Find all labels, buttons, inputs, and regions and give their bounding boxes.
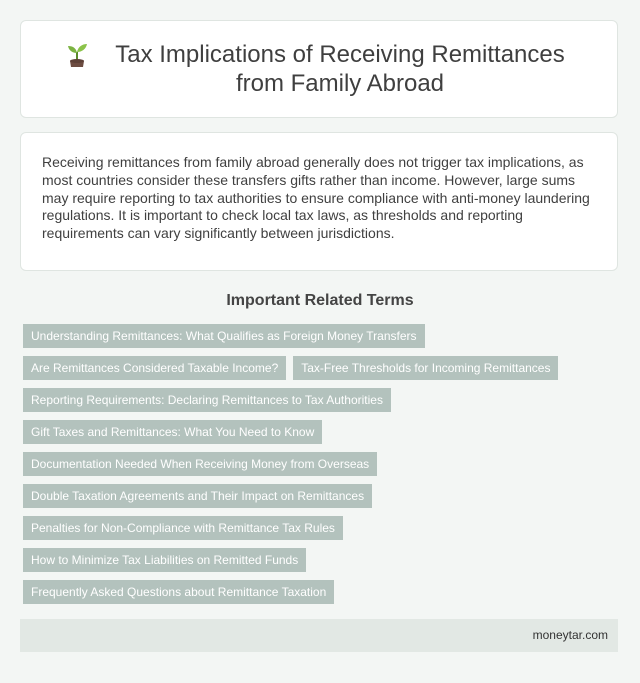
tag-row <box>23 516 623 540</box>
tag-row <box>23 324 623 348</box>
related-term-tag[interactable]: Double Taxation Agreements and Their Impact on Remittances <box>23 484 372 508</box>
related-term-tag[interactable]: Are Remittances Considered Taxable Income? <box>23 356 286 380</box>
page-title: Tax Implications of Receiving Remittances from Family Abroad <box>115 41 565 97</box>
related-term-tag[interactable]: How to Minimize Tax Liabilities on Remitted Funds <box>23 548 306 572</box>
tag-row <box>23 356 623 380</box>
related-term-tag[interactable]: Documentation Needed When Receiving Money from Overseas <box>23 452 377 476</box>
related-term-tag[interactable]: Frequently Asked Questions about Remittance Taxation <box>23 580 334 604</box>
description-card <box>20 132 618 271</box>
tag-row <box>23 580 623 604</box>
title-card <box>20 20 618 118</box>
tag-row <box>23 388 623 412</box>
related-terms-heading: Important Related Terms <box>226 292 414 309</box>
related-term-tag[interactable]: Reporting Requirements: Declaring Remittances to Tax Authorities <box>23 388 391 412</box>
description-text: Receiving remittances from family abroad generally does not trigger tax implications, as most countries consider these transfers gifts rather than income. However, large sums may require reporting to tax authorities to ensure compliance with anti-money laundering regulations. It is important to check local tax laws, as thresholds and reporting requirements can vary significantly between jurisdictions. <box>42 154 590 242</box>
title-wrap <box>63 40 575 98</box>
tag-row <box>23 548 623 572</box>
related-term-tag[interactable]: Penalties for Non-Compliance with Remittance Tax Rules <box>23 516 343 540</box>
related-term-tag[interactable]: Understanding Remittances: What Qualifies as Foreign Money Transfers <box>23 324 425 348</box>
footer <box>20 619 618 652</box>
sprout-icon <box>63 40 91 68</box>
related-terms-list <box>23 324 623 612</box>
tag-row <box>23 452 623 476</box>
tag-row <box>23 420 623 444</box>
related-term-tag[interactable]: Tax-Free Thresholds for Incoming Remittances <box>293 356 558 380</box>
footer-site-link[interactable]: moneytar.com <box>532 628 608 642</box>
tag-row <box>23 484 623 508</box>
related-term-tag[interactable]: Gift Taxes and Remittances: What You Need to Know <box>23 420 322 444</box>
